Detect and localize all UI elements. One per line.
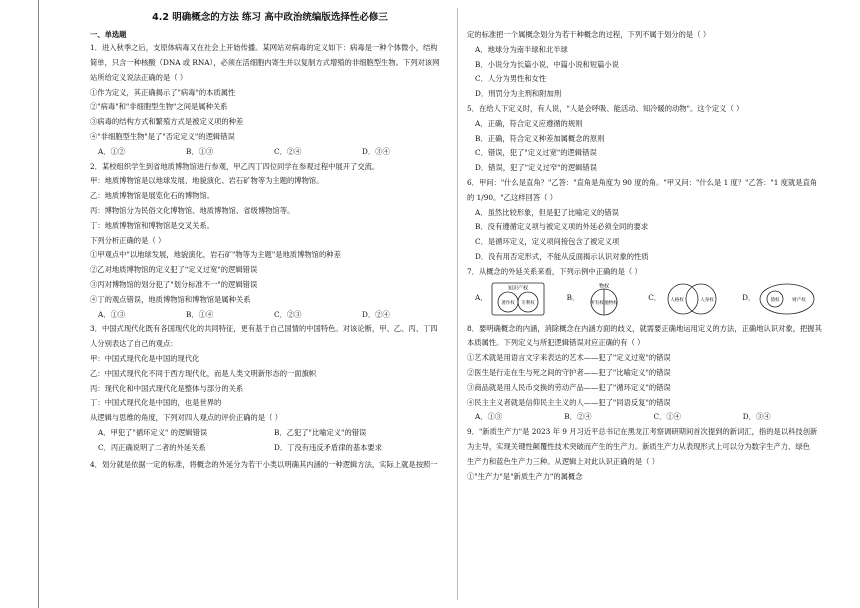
question-text-line: 9．"新质生产力"是 2023 年 9 月习近平总书记在黑龙江考察调研期间首次提到的新词汇，指的是以科技创新 (467, 427, 818, 437)
answer-option: D．③④ (362, 146, 390, 156)
question-text-line: 8．要明确概念的内涵，消除概念在内涵方面的歧义，就需要正确地运用定义的方法，正确地认识对象，把握其 (467, 323, 822, 333)
answer-option: C．是循环定义，定义项间接包含了被定义项 (475, 237, 620, 247)
left-column (90, 30, 450, 474)
diagram-c-left-text: 人格权 (670, 297, 684, 303)
question-text-line: 7．从概念的外延关系来看，下列示例中正确的是（ ） (467, 266, 642, 276)
diagram-a-inner1-text: 著作权 (500, 300, 515, 306)
answer-options-row (475, 412, 832, 422)
question-text-line: 下列分析正确的是（ ） (90, 235, 166, 245)
answer-option: B．②④ (564, 412, 592, 422)
diagram-c-right-text: 人身权 (700, 297, 714, 303)
question-text-line: 为主导，实现关键性颠覆性技术突破而产生的生产力。新质生产力从表现形式上可以分为数字生产力、绿色 (467, 441, 810, 451)
answer-option: B．乙犯了"比喻定义"的错误 (274, 427, 367, 437)
answer-option: C．①④ (653, 412, 681, 422)
question-text-line: 人分别表达了自己的观点： (90, 339, 178, 349)
question-text-line: 丙：博物馆分为民俗文化博物馆、地质博物馆、省级博物馆等。 (90, 205, 295, 215)
answer-option: A．地球分为南半球和北半球 (475, 44, 568, 54)
question-text-line: ①艺术就是用语言文字来表达的艺术——犯了"定义过宽"的错误 (467, 353, 671, 363)
question-text-line: ④"非细胞型生物"是了"否定定义"的逻辑错误 (90, 131, 235, 141)
diagram-a (475, 282, 545, 316)
diagram-d-svg (758, 282, 816, 316)
answer-option: A．①③ (475, 412, 503, 422)
answer-option: C．②③ (274, 309, 302, 319)
page-margin-line (38, 0, 39, 608)
question-text-line: 甲：地质博物馆是以地球发展、地貌演化、岩石矿物等为主题的博物馆。 (90, 176, 324, 186)
question-text-line: 2．某校组织学生到省地质博物馆进行参观，甲乙丙丁四位同学在参观过程中展开了交流。 (90, 161, 380, 171)
question-text-line: 本质属性。下列定义与所犯逻辑错误对应正确的有（ ） (467, 338, 645, 348)
answer-options-row (98, 310, 450, 320)
diagram-d-outer-text: 财产权 (792, 297, 807, 303)
question-text-line: 从逻辑与思维的角度，下列对四人观点的评价正确的是（ ） (90, 413, 283, 423)
answer-option: D．刑罚分为主刑和附加刑 (475, 89, 562, 99)
question-text-line: 5．在给人下定义时，有人说，"人是会呼吸、能活动、知冷暖的动物"。这个定义（ ） (467, 103, 744, 113)
question-text-line: 站所给定义说法正确的是（ ） (90, 72, 188, 82)
diagram-b-inner2-text: 他物权 (604, 300, 618, 306)
answer-option: A．①② (98, 146, 126, 156)
answer-option: D．错误，犯了"定义过窄"的逻辑错误 (475, 163, 598, 173)
question-text-line: ④民主主义者就是信仰民主主义的人——犯了"同语反复"的错误 (467, 397, 671, 407)
diagram-b-outer-text: 物权 (599, 283, 610, 290)
question-text-line: 3．中国式现代化既有各国现代化的共同特征，更有基于自己国情的中国特色。对该论断，甲、乙、丙、丁四 (90, 324, 438, 334)
section-heading: 一、单选题 (90, 30, 127, 39)
diagram-a-svg (491, 282, 545, 316)
question-text-line: 乙：地质博物馆是展览化石的博物馆。 (90, 191, 215, 201)
answer-option: B．没有遵循定义项与被定义项的外延必须全同的要求 (475, 222, 649, 232)
document-title: 4.2 明确概念的方法 练习 高中政治统编版选择性必修三 (152, 12, 388, 23)
diagram-b-svg (582, 282, 626, 316)
question-text-line: ②"病毒"和"非细胞型生物"之间是属种关系 (90, 102, 228, 112)
answer-option: B．正确，符合定义种差加属概念的原则 (475, 133, 605, 143)
question-text-line: ③丙对博物馆的划分犯了"划分标准不一"的逻辑错误 (90, 279, 258, 289)
answer-option: A．①③ (98, 309, 126, 319)
answer-option: C．错误，犯了"定义过宽"的逻辑错误 (475, 148, 597, 158)
question-text-line: 丁：中国式现代化是中国的，也是世界的 (90, 398, 222, 408)
answer-option: B．①④ (186, 309, 214, 319)
answer-option: D．②④ (362, 309, 390, 319)
diagram-c-label: C． (648, 293, 662, 303)
answer-options-row (98, 428, 450, 458)
column-divider (457, 8, 458, 600)
diagram-a-label: A． (475, 293, 488, 303)
right-column-bottom (467, 324, 832, 482)
question-text-line: ①"生产力"是"新质生产力"的属概念 (467, 471, 583, 481)
diagram-b-label: B． (566, 293, 580, 303)
answer-option: C．②④ (274, 146, 302, 156)
answer-option: A．正确，符合定义应遵循的规则 (475, 118, 583, 128)
right-column-top (467, 30, 832, 277)
question-text-line: 甲：中国式现代化是中国的现代化 (90, 353, 200, 363)
question-text-line: 6．甲问："什么是直角？"乙答："直角是角度为 90 度的角。"甲又问："什么是 1 度？"乙答："1 度就是直角 (467, 177, 818, 187)
left-column-body (90, 43, 450, 470)
answer-option: D．③④ (742, 412, 771, 422)
diagram-b-inner1-text: 所有权 (590, 300, 604, 306)
answer-option: A．甲犯了"循环定义" 的逻辑错误 (98, 427, 208, 437)
diagram-a-inner2-text: 专利权 (520, 300, 535, 306)
question-text-line: ①作为定义，其正确揭示了"病毒"的本质属性 (90, 87, 236, 97)
question-text-line: 简单，只含一种核酸（DNA 或 RNA），必须在活细胞内寄生并以复制方式增殖的非细胞型生物。下列对该网 (90, 58, 440, 67)
diagram-d-label: D． (742, 293, 756, 303)
question-text-line: ③病毒的结构方式和繁殖方式是被定义项的种差 (90, 117, 244, 127)
question-text-line: 4．划分就是依据一定的标准，将概念的外延分为若干小类以明确其内涵的一种逻辑方法，实际上就是按照一 (90, 459, 438, 469)
answer-option: A．虽然比较形象，但是犯了比喻定义的错误 (475, 207, 619, 217)
question-text-line: 丁：地质博物馆和博物馆是交叉关系。 (90, 220, 215, 230)
question-text-line: ②乙对地质博物馆的定义犯了"定义过宽"的逻辑错误 (90, 265, 258, 275)
question-text-line: 生产力和蓝色生产力三种。从逻辑上对此认识正确的是（ ） (467, 456, 660, 466)
diagram-d-inner-text: 债权 (770, 297, 780, 303)
answer-option: B．①③ (186, 146, 214, 156)
diagram-c (648, 282, 720, 316)
answer-option: B．小说分为长篇小说、中篇小说和短篇小说 (475, 59, 620, 69)
diagram-a-outer-text: 知识产权 (507, 285, 528, 292)
question-text-line: 乙：中国式现代化不同于西方现代化，而是人类文明新形态的一面旗帜 (90, 368, 317, 378)
question-text-line: ①甲观点中"以地球发展，地貌演化，岩石矿"物等为主题"是地质博物馆的种差 (90, 250, 341, 260)
right-column (467, 30, 832, 486)
diagram-d (742, 282, 816, 316)
answer-option: C．丙正确说明了二者的外延关系 (98, 442, 206, 452)
answer-option: D．没有用否定形式，不能从反面揭示认识对象的性质 (475, 251, 649, 261)
answer-option: D．丁没有违反矛盾律的基本要求 (274, 442, 383, 452)
question-text-line: 的 1/90。"乙这样回答（ ） (467, 192, 558, 202)
diagram-b (567, 282, 627, 316)
answer-option: C．人分为男性和女性 (475, 74, 547, 84)
question-text-line: 丙：现代化和中国式现代化是整体与部分的关系 (90, 383, 244, 393)
question-text-line: ②医生是行走在生与死之间的守护者——犯了"比喻定义"的错误 (467, 367, 671, 377)
answer-options-row (98, 147, 450, 157)
question-text-line: 定的标准把一个属概念划分为若干种概念的过程，下列不属于划分的是（ ） (467, 30, 711, 39)
venn-diagram-options (475, 282, 832, 316)
question-text-line: 1．进入秋季之后，支原体病毒又在社会上开始传播。某网站对病毒的定义如下：病毒是一种个体微小，结构 (90, 43, 438, 53)
question-text-line: ④丁的观点错误，地质博物馆和博物馆是属种关系 (90, 294, 251, 304)
diagram-c-svg (664, 282, 720, 316)
question-text-line: ③商品就是用人民币交换的劳动产品——犯了"循环定义"的错误 (467, 382, 671, 392)
